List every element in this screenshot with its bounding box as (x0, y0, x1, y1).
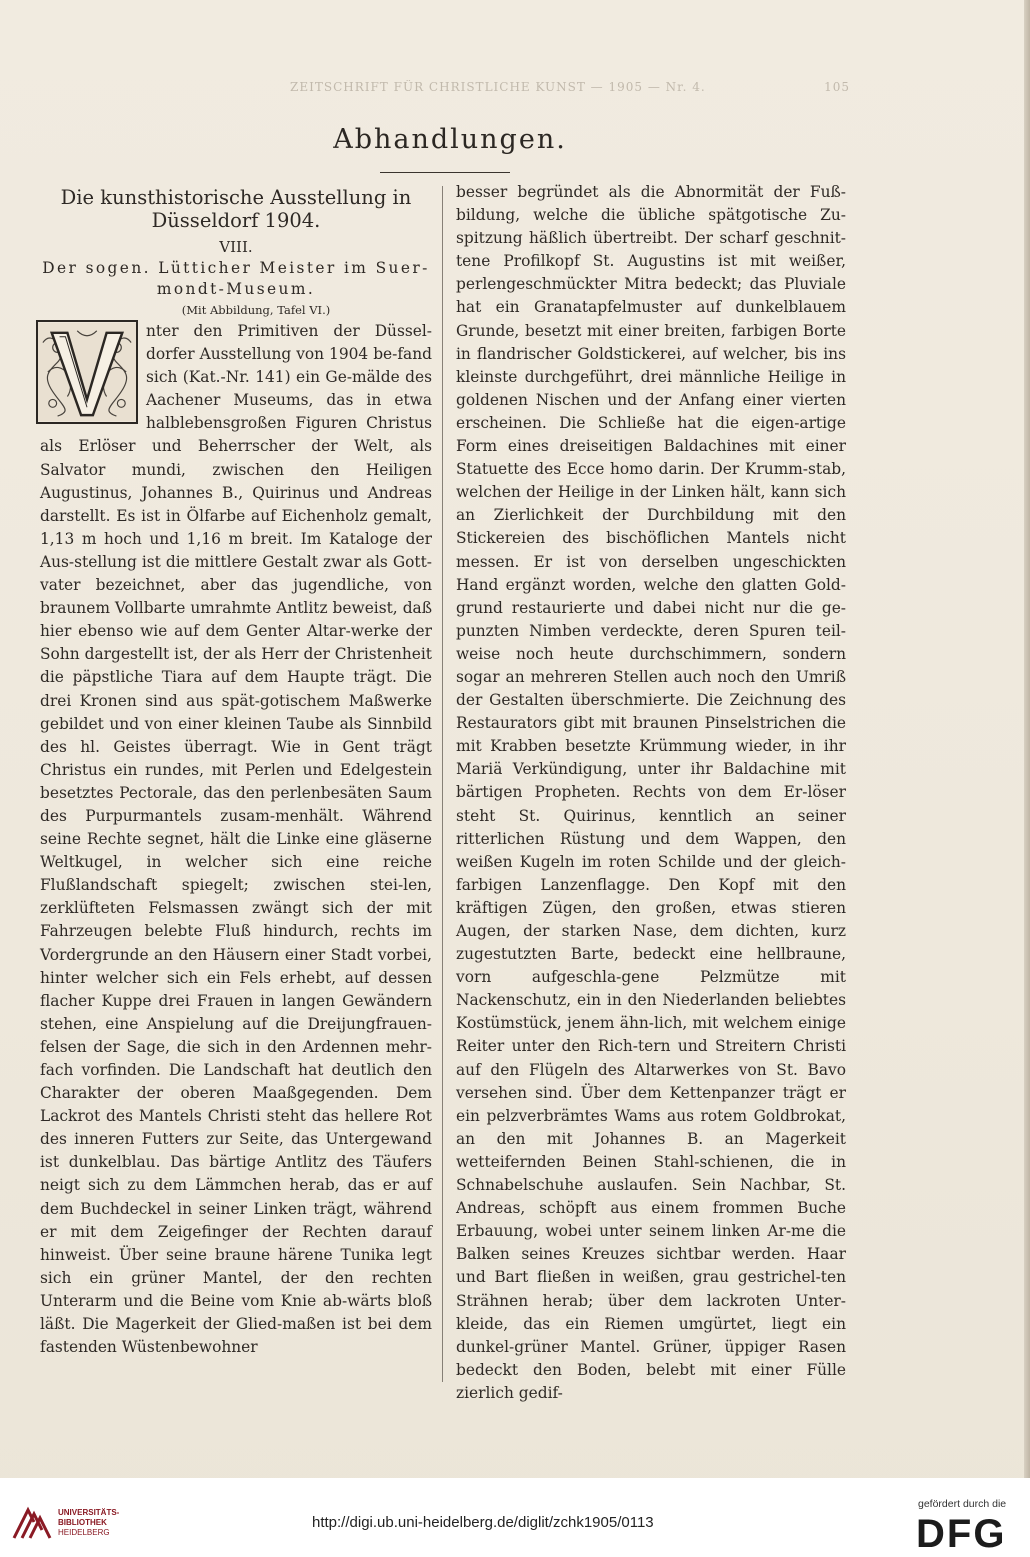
running-header (290, 80, 850, 106)
article-title-line2: Düsseldorf 1904. (151, 209, 321, 232)
library-line1: UNIVERSITÄTS- (58, 1508, 120, 1517)
running-title: ZEITSCHRIFT FÜR CHRISTLICHE KUNST — 1905 — Nr. 4. (290, 80, 706, 94)
left-column-text: nter den Primitiven der Düssel-dorfer Ausstellung von 1904 be-fand sich (Kat.-Nr. 141) ein Ge-mälde des Aachener Museums, das in etwa halblebensgroßen Figuren Christus als Erlöser und Beherrscher der Welt, als Salvator mundi, zwischen den Heiligen Augustinus, Johannes B., Quirinus und Andreas darstellt. Es ist in Ölfarbe auf Eichenholz gemalt, 1,13 m hoch und 1,16 m breit. Im Kataloge der Aus-stellung ist die mittlere Gestalt zwar als Gott-vater bezeichnet, aber das jugendliche, von braunem Vollbarte umrahmte Antlitz beweist, daß hier ebenso wie auf dem Genter Altar-werke der Sohn dargestellt ist, der als Herr der Christenheit die päpstliche Tiara auf dem Haupte trägt. Die drei Kronen sind aus spät-gotischem Maßwerke gebildet und von einer kleinen Taube als Sinnbild des hl. Geistes überragt. Wie in Gent trägt Christus ein rundes, mit Perlen und Edelgestein besetztes Pectorale, das den perlenbesäten Saum des Purpurmantels zusam-menhält. Während seine Rechte segnet, hält die Linke eine gläserne Weltkugel, in welcher sich eine reiche Flußlandschaft spiegelt; zwischen stei-len, zerklüfteten Felsmassen zwängt sich der mit Fahrzeugen belebte Fluß hindurch, rechts im Vordergrunde an den Häusern einer Stadt vorbei, hinter welcher sich ein Fels erhebt, auf dessen flacher Kuppe drei Frauen in langen Gewändern stehen, eine Anspielung auf die Dreijungfrauen-felsen der Sage, die sich in den Ardennen mehr-fach vorfinden. Die Landschaft hat deutlich den Charakter der oberen Maaßgegenden. Dem Lackrot des Mantels Christi steht das hellere Rot des inneren Futters zur Seite, das Untergewand ist dunkelblau. Das bärtige Antlitz des Täufers neigt sich zu dem Lämmchen herab, das er auf dem Buchdeckel in seiner Linken trägt, während er mit dem Zeigefinger der Rechten darauf hinweist. Über seine braune härene Tunika legt sich ein grüner Mantel, der den rechten Unterarm und die Beine vom Knie ab-wärts bloß läßt. Die Magerkeit der Glied-maßen ist bei dem fastenden Wüstenbewohner (40, 322, 432, 1357)
ornament-initial-icon (38, 322, 136, 422)
article-subtitle (40, 258, 432, 300)
right-column-text: besser begründet als die Abnormität der Fuß-bildung, welche die übliche spätgotische Zu-spitzung häßlich übertreibt. Der scharf geschnit-tene Profilkopf St. Augustins ist mit weißer, perlengeschmückter Mitra bedeckt; das Pluviale hat ein Granatapfelmuster auf dunkelblauem Grunde, besetzt mit einer breiten, farbigen Borte in flandrischer Goldstickerei, auf welcher, bis ins kleinste durchgeführt, drei männliche Heilige in goldenen Nischen und der Anfang einer vierten erscheinen. Die Schließe hat die eigen-artige Form eines dreiseitigen Baldachines mit einer Statuette des Ecce homo darin. Der Krumm-stab, welchen der Heilige in der Linken hält, kann sich an Zierlichkeit der Durchbildung mit den Stickereien des bischöflichen Mantels nicht messen. Er ist von derselben ungeschickten Hand ergänzt worden, welche den glatten Gold-grund restaurierte und dabei nicht nur die ge-punzten Nimben verdeckte, deren Spuren teil-weise noch heute durchschimmern, sondern sogar an mehreren Stellen auch noch den Umriß der Gestalten überschmierte. Die Zeichnung des Restaurators gibt mit braunen Pinselstrichen die mit Krabben besetzte Krümmung wieder, in ihr Mariä Verkündigung, unter ihr Baldachine mit bärtigen Propheten. Rechts von dem Er-löser steht St. Quirinus, kenntlich an seiner ritterlichen Rüstung und dem Wappen, den weißen Kugeln im roten Schilde und der gleich-farbigen Lanzenflagge. Den Kopf mit den kräftigen Zügen, den großen, etwas stieren Augen, der starken Nase, dem dichten, kurz zugestutzten Barte, bedeckt eine hellbraune, vorn aufgeschla-gene Pelzmütze mit Nackenschutz, ein in den Niederlanden beliebtes Kostümstück, jenem ähn-lich, mit welchem einige Reiter unter den Rich-tern und Streitern Christi auf den Flügeln des Altarwerkes von St. Bavo versehen sind. Über dem Kettenpanzer trägt er ein pelzverbrämtes Wams aus rotem Goldbrokat, an den mit Johannes B. an Magerkeit wetteifernden Beinen Stahl-schienen, die in Schnabelschuhe auslaufen. Sein Nachbar, St. Andreas, schöpft aus einem frommen Buche Erbauung, wobei unter seinem linken Ar-me die Balken seines Kreuzes sichtbar werden. Haar und Bart fließen in weißen, grau gestrichel-ten Strähnen herab; über dem lackroten Unter-kleide, das ein Riemen umgürtet, liegt ein dunkel-grüner Mantel. Grüner, üppiger Rasen bedeckt den Boden, belebt mit einer Fülle zierlich gedif- (456, 183, 846, 1402)
left-column (40, 186, 432, 1359)
article-title (40, 186, 432, 232)
page-edge (1024, 0, 1030, 1550)
dropcap-v (36, 320, 138, 424)
section-title: Abhandlungen. (333, 124, 567, 155)
library-logo-icon (10, 1504, 54, 1542)
article-title-line1: Die kunsthistorische Ausstellung in (60, 186, 412, 209)
part-number: VIII. (219, 238, 253, 256)
figure-note: (Mit Abbildung, Tafel VI.) (181, 303, 331, 317)
title-rule (380, 172, 510, 173)
subtitle-line1: Der sogen. Lütticher Meister im Suer- (42, 259, 430, 277)
subtitle-line2: mondt-Museum. (156, 280, 316, 298)
library-line3: HEIDELBERG (58, 1528, 110, 1537)
dfg-logo: DFG (916, 1512, 1007, 1556)
funding-caption: gefördert durch die (918, 1498, 1007, 1510)
library-name (58, 1508, 119, 1538)
source-url[interactable]: http://digi.ub.uni-heidelberg.de/diglit/zchk1905/0113 (312, 1514, 654, 1531)
right-column (456, 181, 846, 1405)
digitization-footer (0, 1478, 1030, 1556)
column-divider (442, 186, 443, 1382)
page-number: 105 (824, 80, 850, 94)
library-line2: BIBLIOTHEK (58, 1518, 107, 1527)
